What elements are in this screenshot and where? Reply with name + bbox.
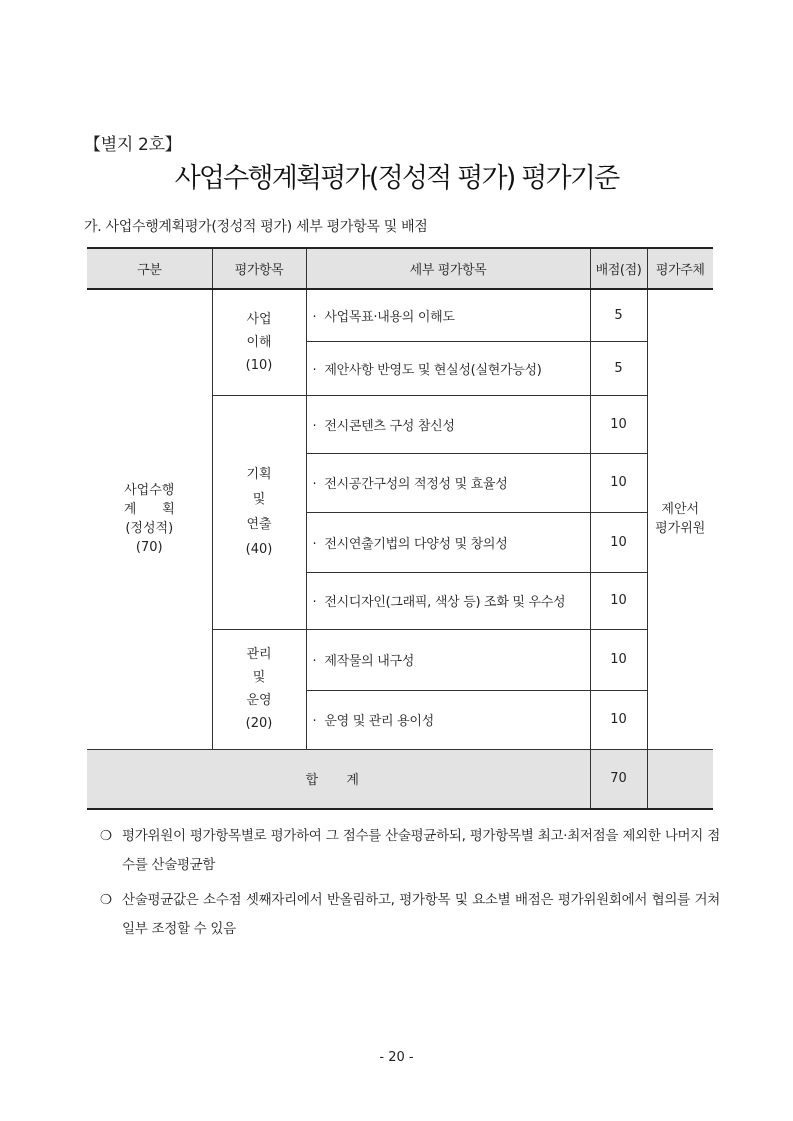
item-bullet: · <box>312 477 317 492</box>
total-row <box>87 749 713 809</box>
detail-item-cell <box>306 341 590 395</box>
circle-bullet-icon: ❍ <box>100 892 112 908</box>
page-title: 사업수행계획평가(정성적 평가) 평가기준 <box>174 163 619 194</box>
header-category: 구분 <box>87 248 212 289</box>
header-evaluator: 평가주체 <box>647 248 713 289</box>
detail-item-text: 사업목표·내용의 이해도 <box>324 309 455 325</box>
section-subtitle: 가. 사업수행계획평가(정성적 평가) 세부 평가항목 및 배점 <box>84 219 428 235</box>
total-score: 70 <box>590 749 647 809</box>
total-evaluator-empty <box>647 749 713 809</box>
category-line: 계 획 <box>123 502 175 518</box>
header-score: 배점(점) <box>590 248 647 289</box>
item-bullet: · <box>312 309 317 325</box>
group-label-line: (40) <box>245 542 273 557</box>
group-label-line: 기획 <box>246 467 272 482</box>
item-bullet: · <box>312 714 317 729</box>
group-label-line: 이해 <box>246 334 272 350</box>
item-bullet: · <box>312 595 317 610</box>
group-label-cell <box>212 395 306 629</box>
header-eval-item: 평가항목 <box>212 248 306 289</box>
detail-item-cell <box>306 572 590 629</box>
note-item <box>100 822 720 880</box>
item-bullet: · <box>312 654 317 669</box>
category-line: (정성적) <box>125 521 174 537</box>
detail-item-cell <box>306 629 590 690</box>
detail-item-text: 전시연출기법의 다양성 및 창의성 <box>324 536 508 552</box>
item-bullet: · <box>312 362 317 378</box>
detail-item-text: 운영 및 관리 용이성 <box>324 714 434 729</box>
detail-item-text: 제안사항 반영도 및 현실성(실현가능성) <box>324 362 542 378</box>
item-bullet: · <box>312 536 317 552</box>
category-line: (70) <box>135 540 163 556</box>
group-label-line: 및 <box>252 670 266 685</box>
notes-list <box>100 822 720 950</box>
detail-item-cell <box>306 690 590 749</box>
evaluator-line: 제안서 <box>661 502 700 518</box>
note-text: 평가위원이 평가항목별로 평가하여 그 점수를 산술평균하되, 평가항목별 최고·최저점을 제외한 나머지 점수를 산술평균함 <box>122 828 720 873</box>
detail-item-cell <box>306 289 590 341</box>
group-label-cell <box>212 289 306 395</box>
detail-item-cell <box>306 512 590 572</box>
score-cell: 10 <box>590 512 647 572</box>
category-line: 사업수행 <box>124 483 175 499</box>
evaluator-cell <box>647 289 713 749</box>
score-cell: 10 <box>590 453 647 512</box>
score-cell: 10 <box>590 690 647 749</box>
category-cell <box>87 289 212 749</box>
score-cell: 10 <box>590 629 647 690</box>
group-label-line: 및 <box>252 492 266 507</box>
detail-item-cell <box>306 395 590 453</box>
detail-item-text: 제작물의 내구성 <box>324 654 414 669</box>
circle-bullet-icon: ❍ <box>100 828 112 844</box>
detail-item-text: 전시콘텐츠 구성 참신성 <box>324 418 455 434</box>
group-label-line: 사업 <box>246 311 272 327</box>
header-detail-item: 세부 평가항목 <box>306 248 590 289</box>
group-label-line: 연출 <box>246 517 272 532</box>
score-cell: 10 <box>590 572 647 629</box>
score-cell: 5 <box>590 341 647 395</box>
score-cell: 5 <box>590 289 647 341</box>
detail-item-cell <box>306 453 590 512</box>
group-label-line: (10) <box>245 357 273 373</box>
note-item <box>100 886 720 944</box>
group-label-line: 운영 <box>246 693 272 708</box>
table-row <box>87 289 713 341</box>
detail-item-text: 전시디자인(그래픽, 색상 등) 조화 및 우수성 <box>324 595 566 610</box>
page-number: - 20 - <box>379 1050 414 1065</box>
group-label-line: (20) <box>245 716 273 731</box>
note-text: 산술평균값은 소수점 셋째자리에서 반올림하고, 평가항목 및 요소별 배점은 평가위원회에서 협의를 거쳐 일부 조정할 수 있음 <box>122 892 720 937</box>
annex-label: 【별지 2호】 <box>84 135 182 155</box>
evaluator-line: 평가위원 <box>655 521 706 537</box>
group-label-cell <box>212 629 306 749</box>
evaluation-table <box>87 247 713 810</box>
detail-item-text: 전시공간구성의 적정성 및 효율성 <box>324 477 508 492</box>
table-header-row <box>87 248 713 289</box>
item-bullet: · <box>312 418 317 434</box>
score-cell: 10 <box>590 395 647 453</box>
group-label-line: 관리 <box>246 647 272 662</box>
total-label: 합 계 <box>87 749 590 809</box>
